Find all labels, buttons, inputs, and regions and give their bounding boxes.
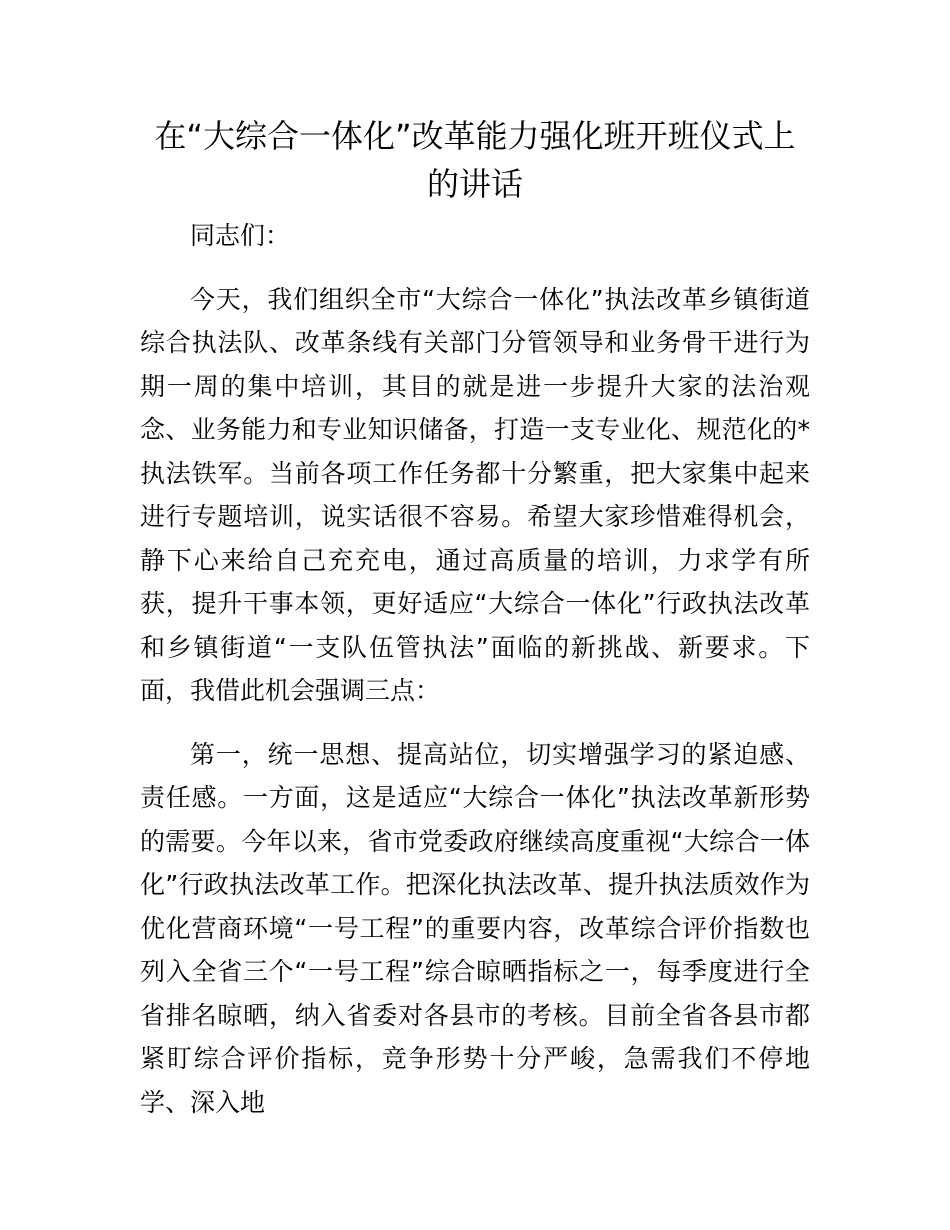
- document-title: 在“大综合一体化”改革能力强化班开班仪式上的讲话: [154, 117, 796, 203]
- paragraph-point-one: 第一，统一思想、提高站位，切实增强学习的紧迫感、责任感。一方面，这是适应“大综合一体化”执法改革新形势的需要。今年以来，省市党委政府继续高度重视“大综合一体化”行政执法改革工作。把深化执法改革、提升执法质效作为优化营商环境“一号工程”的重要内容，改革综合评价指数也列入全省三个“一号工程”综合晾晒指标之一，每季度进行全省排名晾晒，纳入省委对各县市的考核。目前全省各县市都紧盯综合评价指标，竞争形势十分严峻，急需我们不停地学、深入地: [140, 739, 810, 1117]
- paragraph-intro: 今天，我们组织全市“大综合一体化”执法改革乡镇街道综合执法队、改革条线有关部门分管领导和业务骨干进行为期一周的集中培训，其目的就是进一步提升大家的法治观念、业务能力和专业知识储备，打造一支专业化、规范化的*执法铁军。当前各项工作任务都十分繁重，把大家集中起来进行专题培训，说实话很不容易。希望大家珍惜难得机会，静下心来给自己充充电，通过高质量的培训，力求学有所获，提升干事本领，更好适应“大综合一体化”行政执法改革和乡镇街道“一支队伍管执法”面临的新挑战、新要求。下面，我借此机会强调三点：: [140, 284, 810, 705]
- document-body: [140, 214, 810, 1144]
- salutation: 同志们：: [190, 221, 291, 250]
